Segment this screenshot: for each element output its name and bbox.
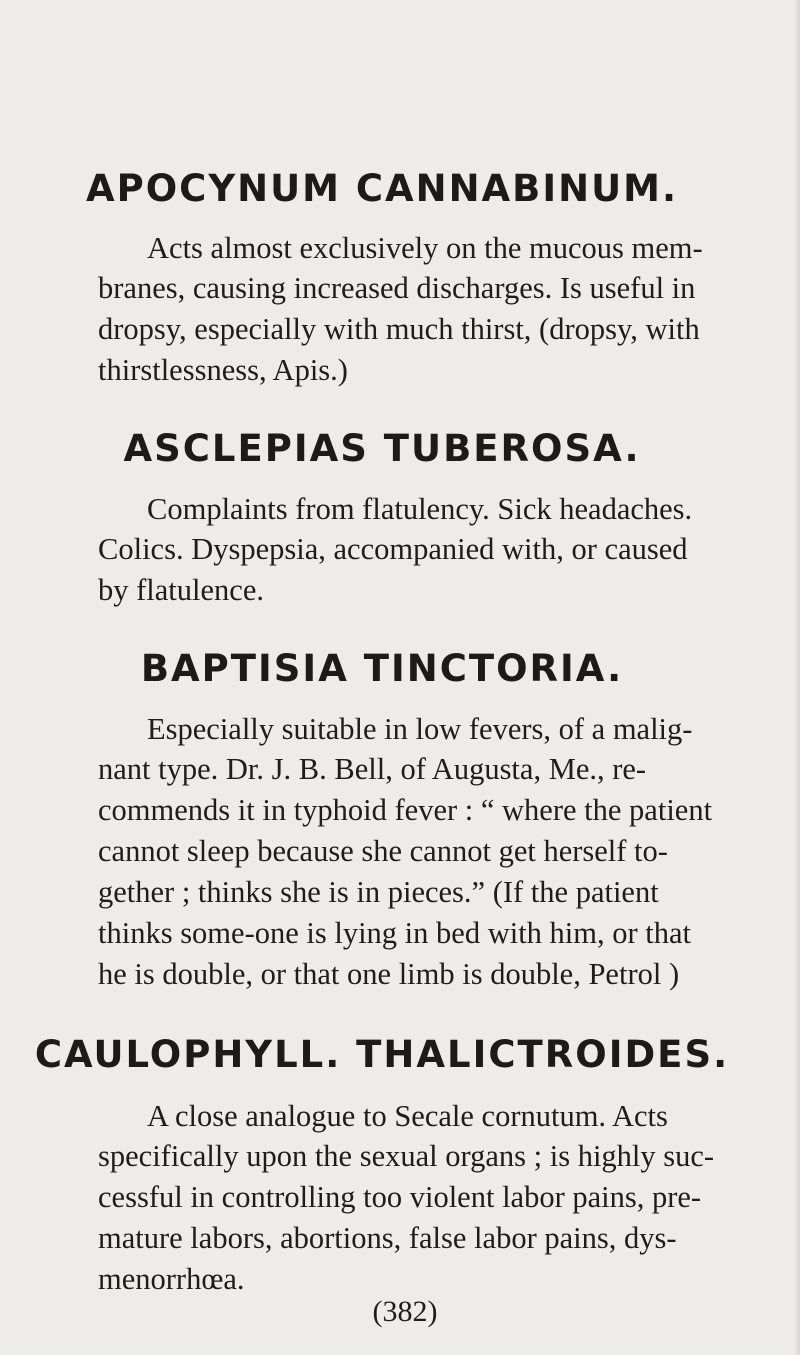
page-edge [794, 0, 800, 1355]
text-line: menorrhœa. [98, 1262, 245, 1296]
text-line: cessful in controlling too violent labor pains, pre- [98, 1180, 702, 1214]
text-line: he is double, or that one limb is double, Petrol ) [98, 957, 680, 991]
text-line: cannot sleep because she cannot get herself to- [98, 834, 668, 868]
text-line: specifically upon the sexual organs ; is highly suc- [98, 1139, 715, 1173]
text-line: by flatulence. [98, 573, 264, 607]
text-line: Especially suitable in low fevers, of a malig- [147, 712, 693, 746]
text-line: mature labors, abortions, false labor pains, dys- [98, 1221, 677, 1255]
text-line: dropsy, especially with much thirst, (dropsy, with [98, 312, 700, 346]
section-heading-apocynum: APOCYNUM CANNABINUM. [85, 167, 679, 210]
text-line: Colics. Dyspepsia, accompanied with, or caused [98, 532, 688, 566]
text-line: commends it in typhoid fever : “ where the patient [98, 793, 713, 827]
section-heading-baptisia: BAPTISIA TINCTORIA. [140, 647, 624, 690]
text-line: thinks some-one is lying in bed with him, or that [98, 916, 692, 950]
text-line: Acts almost exclusively on the mucous mem- [147, 231, 703, 265]
text-line: nant type. Dr. J. B. Bell, of Augusta, Me., re- [98, 752, 647, 786]
text-line: gether ; thinks she is in pieces.” (If the patient [98, 875, 659, 909]
text-line: Complaints from flatulency. Sick headaches. [147, 492, 693, 526]
text-line: A close analogue to Secale cornutum. Acts [147, 1099, 668, 1133]
text-line: thirstlessness, Apis.) [98, 353, 348, 387]
page-number: (382) [372, 1295, 438, 1328]
section-heading-caulophyllum: CAULOPHYLL. THALICTROIDES. [34, 1033, 730, 1076]
section-heading-asclepias: ASCLEPIAS TUBEROSA. [123, 427, 641, 470]
text-line: branes, causing increased discharges. Is useful in [98, 271, 696, 305]
